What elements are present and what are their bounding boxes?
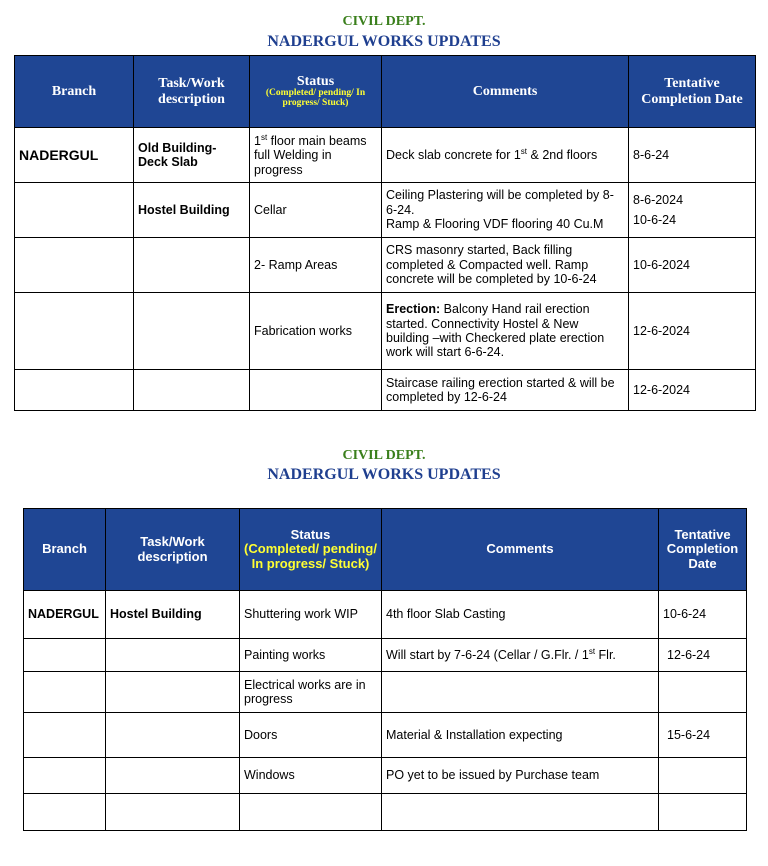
header-date: Tentative Completion Date: [629, 56, 756, 128]
date-line-1: 8-6-2024: [633, 192, 684, 207]
table-row: [15, 128, 756, 183]
status-cell: Cellar: [250, 183, 382, 238]
date-cell: 12-6-2024: [629, 370, 756, 411]
comment-cell: 4th floor Slab Casting: [382, 591, 659, 639]
task-cell: [106, 639, 240, 672]
task-cell: Old Building- Deck Slab: [134, 128, 250, 183]
task-cell: [134, 370, 250, 411]
status-sup: st: [260, 132, 268, 142]
comment-line-1: Ceiling Plastering will be completed by 8-6-24.: [386, 188, 614, 217]
header-task: Task/Work description: [134, 56, 250, 128]
table-row: [15, 370, 756, 411]
header-comments: Comments: [382, 56, 629, 128]
branch-cell: [24, 794, 106, 831]
comment-cell: Material & Installation expecting: [382, 713, 659, 758]
task-cell: [134, 293, 250, 370]
table-header-row: [15, 56, 756, 128]
table-header-row: [24, 509, 747, 591]
status-cell: Painting works: [240, 639, 382, 672]
comment-text: Balcony Hand rail erection started. Connectivity Hostel & New building –with Checkered plate erection work will start 6-6-24.: [386, 302, 605, 360]
status-cell: Electrical works are in progress: [240, 672, 382, 713]
header-comments: Comments: [382, 509, 659, 591]
date-cell: [659, 672, 747, 713]
comment-text: Deck slab concrete for 1: [386, 148, 521, 163]
status-cell: Fabrication works: [250, 293, 382, 370]
comment-cell: [382, 183, 629, 238]
status-cell: [250, 370, 382, 411]
task-cell: [106, 794, 240, 831]
comment-cell: [382, 794, 659, 831]
date-cell: 12-6-2024: [629, 293, 756, 370]
task-cell: Hostel Building: [106, 591, 240, 639]
header-status-label: Status: [296, 73, 335, 89]
header-branch: Branch: [15, 56, 134, 128]
status-cell: [250, 128, 382, 183]
comment-bold-label: Erection:: [386, 302, 441, 317]
branch-cell: [24, 758, 106, 794]
date-cell: 10-6-2024: [629, 238, 756, 293]
status-cell: Shuttering work WIP: [240, 591, 382, 639]
status-cell: [240, 794, 382, 831]
date-cell: [629, 183, 756, 238]
table-row: [15, 293, 756, 370]
date-cell: [659, 794, 747, 831]
date-cell: 12-6-24: [659, 639, 747, 672]
works-table-1: [14, 55, 756, 411]
branch-cell: [24, 713, 106, 758]
status-text: 1: [254, 134, 261, 149]
header-task: Task/Work description: [106, 509, 240, 591]
status-text-rest: floor main beams full Welding in progress: [254, 134, 367, 177]
header-status-options: (Completed/ pending/ In progress/ Stuck): [265, 88, 366, 109]
branch-cell: [24, 672, 106, 713]
works-table-2: [23, 508, 747, 831]
branch-cell: [24, 639, 106, 672]
header-status-options: (Completed/ pending/ In progress/ Stuck): [244, 541, 377, 571]
table-row: [24, 758, 747, 794]
table-row: [15, 238, 756, 293]
table-row: [24, 713, 747, 758]
comment-line-2: Ramp & Flooring VDF flooring 40 Cu.M: [386, 217, 604, 232]
status-cell: Doors: [240, 713, 382, 758]
date-cell: 15-6-24: [659, 713, 747, 758]
task-cell: Hostel Building: [134, 183, 250, 238]
date-cell: [659, 758, 747, 794]
task-cell: [106, 713, 240, 758]
branch-cell: NADERGUL: [15, 128, 134, 183]
comment-cell: [382, 639, 659, 672]
branch-cell: NADERGUL: [24, 591, 106, 639]
comment-sup: st: [588, 647, 596, 657]
dept-heading: CIVIL DEPT.: [342, 14, 426, 29]
comment-cell: [382, 128, 629, 183]
comment-cell: PO yet to be issued by Purchase team: [382, 758, 659, 794]
table-row: [15, 183, 756, 238]
comment-text-rest: & 2nd floors: [527, 148, 598, 163]
date-cell: 10-6-24: [659, 591, 747, 639]
page-title: NADERGUL WORKS UPDATES: [267, 33, 501, 50]
date-cell: 8-6-24: [629, 128, 756, 183]
comment-text: Will start by 7-6-24 (Cellar / G.Flr. / 1: [386, 648, 589, 663]
comment-cell: [382, 672, 659, 713]
page-title: NADERGUL WORKS UPDATES: [267, 466, 501, 483]
dept-heading: CIVIL DEPT.: [342, 448, 426, 463]
table-row: [24, 591, 747, 639]
table-row: [24, 672, 747, 713]
table-row: [24, 794, 747, 831]
comment-cell: [382, 293, 629, 370]
branch-cell: [15, 293, 134, 370]
header-branch: Branch: [24, 509, 106, 591]
branch-cell: [15, 238, 134, 293]
task-cell: [106, 672, 240, 713]
comment-cell: Staircase railing erection started & will be completed by 12-6-24: [382, 370, 629, 411]
comment-cell: CRS masonry started, Back filling completed & Compacted well. Ramp concrete will be completed by 10-6-24: [382, 238, 629, 293]
comment-sup: st: [520, 147, 528, 157]
date-line-2: 10-6-24: [633, 213, 677, 227]
branch-cell: [15, 183, 134, 238]
comment-text-rest: Flr.: [595, 648, 616, 663]
status-cell: Windows: [240, 758, 382, 794]
header-status-label: Status: [290, 527, 331, 543]
status-cell: 2- Ramp Areas: [250, 238, 382, 293]
header-date: Tentative Completion Date: [659, 509, 747, 591]
branch-cell: [15, 370, 134, 411]
header-status: [250, 56, 382, 128]
table-row: [24, 639, 747, 672]
task-cell: [106, 758, 240, 794]
header-status: [240, 509, 382, 591]
task-cell: [134, 238, 250, 293]
